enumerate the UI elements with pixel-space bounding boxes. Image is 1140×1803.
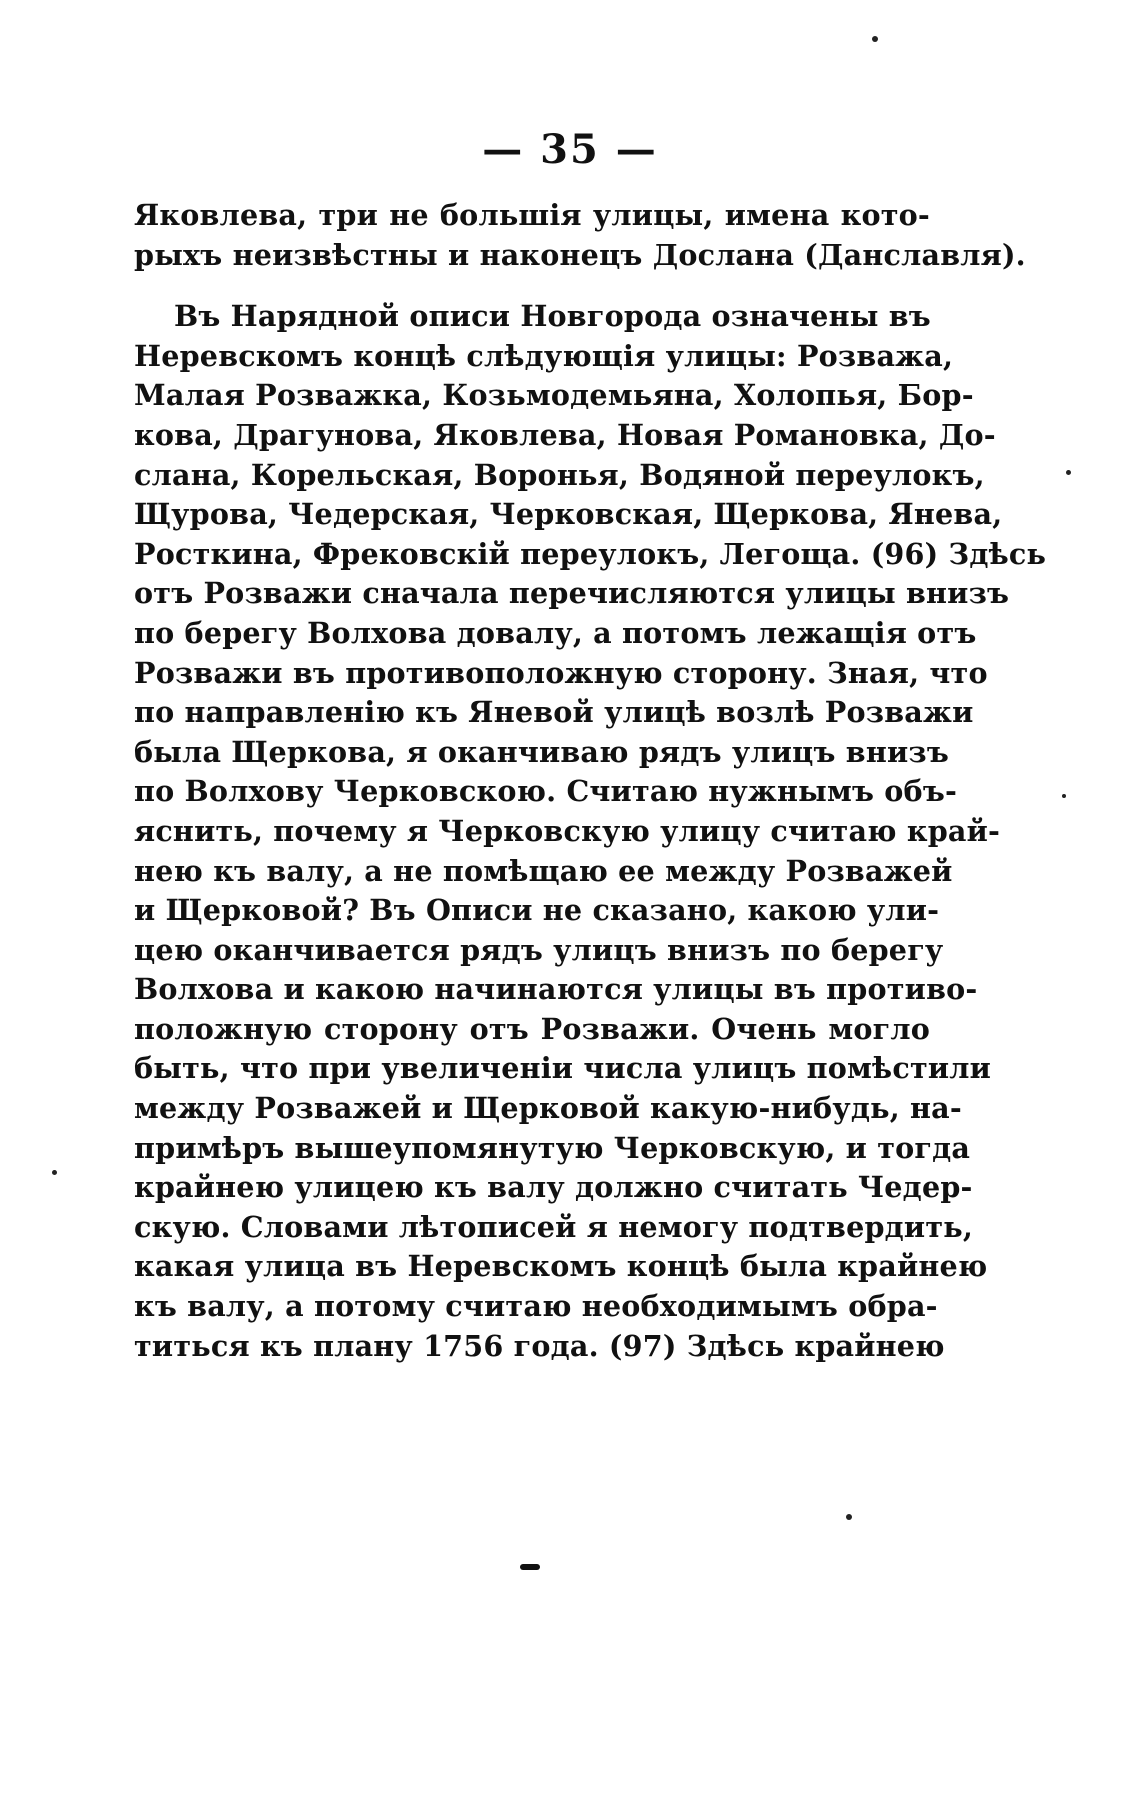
text-line: Въ Нарядной описи Новгорода означены въ [174,299,931,334]
text-line: какая улица въ Неревскомъ концѣ была крайнею [134,1249,988,1284]
text-line: была Щеркова, я оканчиваю рядъ улицъ внизъ [134,734,949,769]
page-number: — 35 — [482,126,658,173]
text-line: примѣръ вышеупомянутую Черковскую, и тогда [134,1130,971,1165]
text-line: по берегу Волхова довалу, а потомъ лежащія отъ [134,615,977,650]
text-line: Малая Розважка, Козьмодемьяна, Холопья, Бор- [134,378,974,413]
text-line: по Волхову Черковскою. Считаю нужнымъ объ- [134,774,958,809]
text-line: и Щерковой? Въ Описи не сказано, какою ули- [134,893,940,928]
text-line: рыхъ неизвѣстны и наконецъ Дослана (Данславля). [134,237,1026,272]
text-line: отъ Розважи сначала перечисляются улицы внизъ [134,576,1010,611]
scan-speck [1066,470,1071,475]
text-line: Яковлева, три не большія улицы, имена кото- [134,198,930,232]
scan-speck [52,1170,57,1175]
text-line: кова, Драгунова, Яковлева, Новая Романовка, До- [134,417,996,452]
paragraph-1 [134,196,1026,275]
text-line: къ валу, а потому считаю необходимымъ обра- [134,1289,938,1324]
text-line: яснить, почему я Черковскую улицу считаю край- [134,813,1001,848]
text-block [134,196,1047,1366]
text-line: титься къ плану 1756 года. (97) Здѣсь крайнею [134,1328,945,1363]
text-line: крайнею улицею къ валу должно считать Чедер- [134,1170,973,1205]
text-line: цею оканчивается рядъ улицъ внизъ по берегу [134,932,944,967]
text-line: Росткина, Фрековскій переулокъ, Легоща. (96) Здѣсь [134,536,1047,571]
text-line: Щурова, Чедерская, Черковская, Щеркова, Янева, [134,497,1003,532]
text-line: между Розважей и Щерковой какую-нибудь, на- [134,1091,962,1126]
text-line: положную сторону отъ Розважи. Очень могло [134,1011,930,1046]
scan-speck [1062,794,1066,798]
bottom-mark [520,1564,540,1570]
text-line: Неревскомъ концѣ слѣдующія улицы: Розважа, [134,338,954,373]
text-line: скую. Словами лѣтописей я немогу подтвердить, [134,1209,974,1244]
text-line: по направленію къ Яневой улицѣ возлѣ Розважи [134,695,974,730]
text-line: слана, Корельская, Воронья, Водяной переулокъ, [134,457,985,492]
paragraph-2 [134,297,1047,1366]
text-line: быть, что при увеличеніи числа улицъ помѣстили [134,1051,992,1086]
text-line: Розважи въ противоположную сторону. Зная, что [134,655,988,690]
text-line: нею къ валу, а не помѣщаю ее между Розважей [134,853,953,888]
scan-speck [846,1514,852,1520]
text-line: Волхова и какою начинаются улицы въ противо- [134,972,978,1007]
scan-speck [872,36,878,42]
